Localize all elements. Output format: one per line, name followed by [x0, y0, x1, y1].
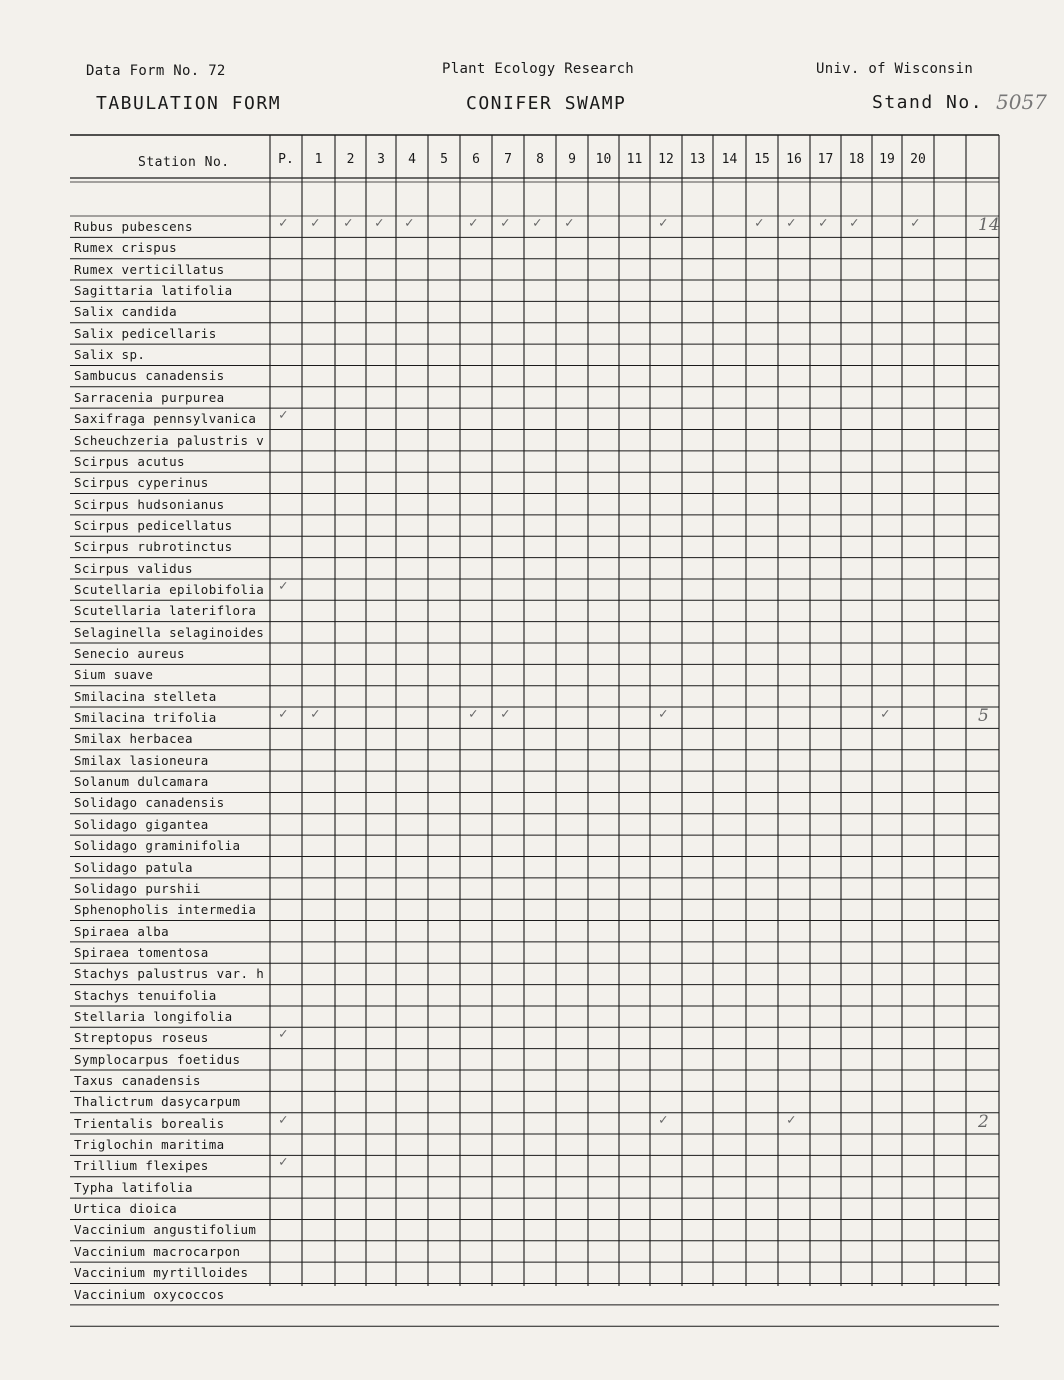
species-name: Smilax herbacea: [74, 731, 193, 747]
check-mark: ✓: [850, 215, 859, 231]
species-name: Solidago canadensis: [74, 795, 225, 811]
species-name: Selaginella selaginoides: [74, 624, 265, 640]
check-mark: ✓: [881, 706, 890, 723]
species-name: Sphenopholis intermedia: [74, 902, 257, 918]
column-header-10: 10: [595, 152, 612, 167]
species-name: Spiraea alba: [74, 923, 170, 939]
species-name: Sagittaria latifolia: [74, 283, 233, 299]
species-name: Salix sp.: [74, 347, 146, 363]
species-name: Vaccinium macrocarpon: [74, 1243, 241, 1259]
habitat-title: CONIFER SWAMP: [466, 93, 627, 114]
check-mark: ✓: [911, 215, 920, 231]
column-header-11: 11: [626, 152, 643, 167]
species-name: Smilacina trifolia: [74, 710, 217, 726]
check-mark: ✓: [279, 706, 288, 723]
species-name: Vaccinium oxycoccos: [74, 1286, 225, 1302]
species-name: Stachys palustrus var. h: [74, 966, 265, 982]
species-name: Scutellaria epilobifolia: [74, 581, 265, 597]
column-header-2: 2: [346, 152, 355, 167]
column-header-3: 3: [377, 152, 385, 167]
check-mark: ✓: [819, 215, 828, 231]
check-mark: ✓: [565, 215, 574, 231]
species-name: Solidago graminifolia: [74, 838, 241, 854]
row-total: 2: [978, 1111, 989, 1132]
column-header-16: 16: [786, 152, 802, 167]
species-name: Solanum dulcamara: [74, 774, 209, 790]
check-mark: ✓: [279, 577, 288, 594]
station-label: Station No.: [138, 155, 230, 170]
species-name: Sambucus canadensis: [74, 368, 225, 384]
species-name: Solidago purshii: [74, 880, 201, 896]
check-mark: ✓: [787, 1111, 796, 1128]
university: Univ. of Wisconsin: [816, 61, 974, 77]
column-header-18: 18: [848, 152, 865, 167]
species-name: Scirpus hudsonianus: [74, 496, 225, 512]
check-mark: ✓: [344, 215, 353, 231]
species-name: Thalictrum dasycarpum: [74, 1094, 241, 1110]
species-name: Taxus canadensis: [74, 1073, 201, 1088]
column-header-20: 20: [910, 152, 926, 167]
species-name: Rumex crispus: [74, 240, 178, 256]
species-name: Vaccinium myrtilloides: [74, 1265, 249, 1281]
species-name: Symplocarpus foetidus: [74, 1051, 241, 1067]
check-mark: ✓: [659, 215, 668, 231]
check-mark: ✓: [787, 215, 796, 231]
species-name: Sium suave: [74, 667, 154, 683]
column-header-P: P.: [278, 152, 294, 167]
check-mark: ✓: [279, 215, 288, 231]
form-title: TABULATION FORM: [96, 93, 282, 114]
column-header-9: 9: [568, 152, 576, 167]
check-mark: ✓: [279, 1026, 288, 1043]
column-header-8: 8: [536, 152, 544, 167]
check-mark: ✓: [311, 215, 320, 231]
species-name: Scirpus acutus: [74, 453, 185, 469]
column-header-4: 4: [408, 152, 416, 167]
species-name: Stellaria longifolia: [74, 1008, 233, 1024]
species-name: Spiraea tomentosa: [74, 944, 209, 960]
column-header-15: 15: [754, 152, 770, 167]
column-header-17: 17: [817, 152, 834, 167]
species-name: Trillium flexipes: [74, 1158, 209, 1174]
species-name: Solidago gigantea: [74, 816, 209, 832]
species-name: Scirpus cyperinus: [74, 475, 209, 491]
check-mark: ✓: [311, 706, 320, 723]
check-mark: ✓: [405, 215, 414, 231]
species-name: Urtica dioica: [74, 1201, 178, 1217]
check-mark: ✓: [469, 706, 478, 723]
column-header-1: 1: [314, 152, 323, 167]
species-name: Senecio aureus: [74, 646, 185, 661]
species-name: Saxifraga pennsylvanica: [74, 411, 257, 427]
species-name: Scutellaria lateriflora: [74, 603, 257, 619]
check-mark: ✓: [279, 1111, 288, 1128]
species-name: Trientalis borealis: [74, 1115, 225, 1131]
species-name: Triglochin maritima: [74, 1137, 225, 1153]
species-name: Sarracenia purpurea: [74, 389, 225, 405]
species-name: Scirpus validus: [74, 560, 193, 576]
check-mark: ✓: [659, 706, 668, 723]
column-header-12: 12: [658, 152, 674, 167]
species-name: Scirpus pedicellatus: [74, 517, 233, 533]
species-name: Smilacina stelleta: [74, 688, 217, 704]
species-name: Vaccinium angustifolium: [74, 1222, 257, 1238]
check-mark: ✓: [279, 407, 288, 424]
row-total: 14: [978, 215, 1000, 235]
check-mark: ✓: [501, 215, 510, 231]
column-header-19: 19: [879, 152, 895, 167]
check-mark: ✓: [659, 1111, 668, 1128]
check-mark: ✓: [533, 215, 542, 231]
check-mark: ✓: [469, 215, 478, 231]
check-mark: ✓: [375, 215, 384, 231]
species-name: Typha latifolia: [74, 1179, 193, 1195]
stand-label: Stand No.: [872, 92, 984, 113]
species-name: Rumex verticillatus: [74, 261, 225, 277]
column-header-13: 13: [689, 152, 706, 167]
check-mark: ✓: [501, 706, 510, 723]
organization: Plant Ecology Research: [442, 61, 635, 77]
species-name: Solidago patula: [74, 859, 193, 875]
column-header-14: 14: [721, 152, 738, 167]
species-name: Streptopus roseus: [74, 1030, 209, 1046]
species-name: Rubus pubescens: [74, 219, 193, 234]
column-header-5: 5: [440, 152, 448, 167]
column-header-7: 7: [504, 152, 512, 167]
check-mark: ✓: [755, 215, 764, 231]
row-total: 5: [978, 706, 989, 727]
form-number: Data Form No. 72: [86, 63, 226, 79]
species-name: Salix candida: [74, 304, 178, 320]
species-name: Scirpus rubrotinctus: [74, 539, 233, 555]
species-name: Stachys tenuifolia: [74, 987, 217, 1003]
species-name: Salix pedicellaris: [74, 325, 217, 341]
check-mark: ✓: [279, 1154, 288, 1171]
column-header-6: 6: [472, 152, 480, 167]
stand-value: 5057: [996, 90, 1047, 114]
species-name: Scheuchzeria palustris v: [74, 432, 265, 448]
species-name: Smilax lasioneura: [74, 752, 209, 768]
